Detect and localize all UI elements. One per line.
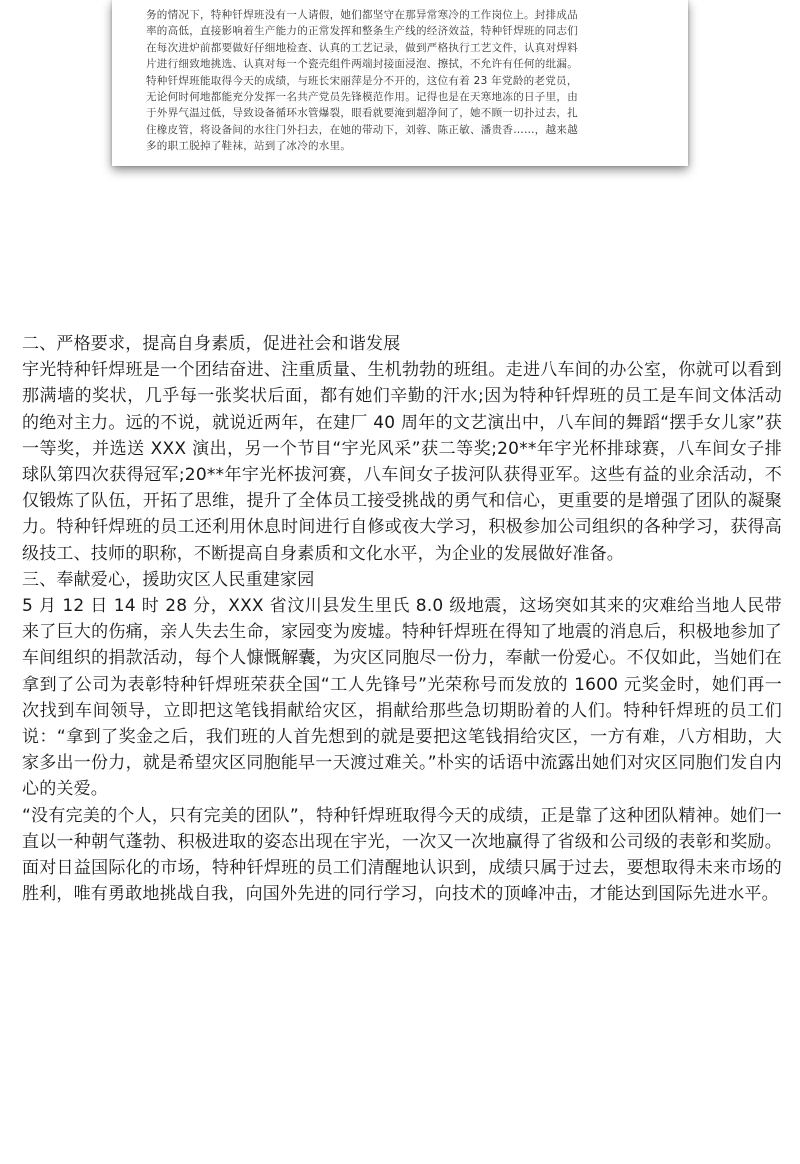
card-line: 务的情况下，特种钎焊班没有一人请假，她们都坚守在那异常寒冷的工作岗位上。封排成品	[146, 9, 578, 21]
document-preview-card	[112, 0, 688, 170]
section-2-heading: 二、严格要求，提高自身素质，促进社会和谐发展	[22, 334, 401, 354]
card-line: 在每次进炉前都要做好仔细地检查、认真的工艺记录，做到严格执行工艺文件，认真对焊料	[146, 41, 578, 54]
card-line: 片进行细致地挑选、认真对每一个瓷壳组件两端封接面浸泡、擦拭，不允许有任何的纰漏。	[146, 58, 578, 71]
card-line: 住橡皮管，将设备间的水往门外扫去，在她的带动下，刘蓉、陈正敏、潘贵香……，越来越	[146, 123, 578, 136]
section-3-paragraph-2: “没有完美的个人，只有完美的团队”，特种钎焊班取得今天的成绩，正是靠了这种团队精神。她们一直以一种朝气蓬勃、积极进取的姿态出现在宇光，一次又一次地赢得了省级和公司级的表彰和奖励。面对日益国际化的市场，特种钎焊班的员工们清醒地认识到，成绩只属于过去，要想取得未来市场的胜利，唯有勇敢地挑战自我，向国外先进的同行学习，向技术的顶峰冲击，才能达到国际先进水平。	[22, 805, 782, 905]
card-line: 率的高低，直接影响着生产能力的正常发挥和整条生产线的经济效益，特种钎焊班的同志们	[146, 25, 578, 38]
card-line: 特种钎焊班能取得今天的成绩，与班长宋丽萍是分不开的，这位有着 23 年党龄的老党员，	[146, 74, 578, 87]
card-line: 无论何时何地都能充分发挥一名共产党员先锋模范作用。记得也是在天寒地冻的日子里，由	[146, 91, 578, 104]
preview-card-body	[112, 0, 688, 166]
card-line: 于外界气温过低，导致设备循环水管爆裂，眼看就要淹到超净间了，她不顾一切扑过去，扎	[146, 107, 578, 120]
section-3-paragraph-1: 5 月 12 日 14 时 28 分，XXX 省汶川县发生里氏 8.0 级地震，这场突如其来的灾难给当地人民带来了巨大的伤痛，亲人失去生命，家园变为废墟。特种钎焊班在得知了地震的消息后，积极地参加了车间组织的捐款活动，每个人慷慨解囊，为灾区同胞尽一份力，奉献一份爱心。不仅如此，当她们在拿到了公司为表彰特种钎焊班荣获全国“工人先锋号”光荣称号而发放的 1600 元奖金时，她们再一次找到车间领导，立即把这笔钱捐献给灾区，捐献给那些急切期盼着的人们。特种钎焊班的员工们说：“拿到了奖金之后，我们班的人首先想到的就是要把这笔钱捐给灾区，一方有难，八方相助，大家多出一份力，就是希望灾区同胞能早一天渡过难关。”朴实的话语中流露出她们对灾区同胞们发自内心的关爱。	[22, 596, 782, 800]
card-line: 多的职工脱掉了鞋袜，站到了冰冷的水里。	[146, 140, 352, 153]
section-3-heading: 三、奉献爱心，援助灾区人民重建家园	[22, 569, 315, 590]
document-body	[22, 331, 782, 907]
section-2-paragraph: 宇光特种钎焊班是一个团结奋进、注重质量、生机勃勃的班组。走进八车间的办公室，你就可以看到那满墙的奖状，几乎每一张奖状后面，都有她们辛勤的汗水;因为特种钎焊班的员工是车间文体活动的绝对主力。远的不说，就说近两年，在建厂 40 周年的文艺演出中，八车间的舞蹈“摆手女儿家”获一等奖，并选送 XXX 演出，另一个节目“宇光风采”获二等奖;20**年宇光杯排球赛，八车间女子排球队第四次获得冠军;20**年宇光杯拔河赛，八车间女子拔河队获得亚军。这些有益的业余活动，不仅锻炼了队伍，开拓了思维，提升了全体员工接受挑战的勇气和信心，更重要的是增强了团队的凝聚力。特种钎焊班的员工还利用休息时间进行自修或夜大学习，积极参加公司组织的各种学习，获得高级技工、技师的职称，不断提高自身素质和文化水平，为企业的发展做好准备。	[22, 360, 782, 564]
